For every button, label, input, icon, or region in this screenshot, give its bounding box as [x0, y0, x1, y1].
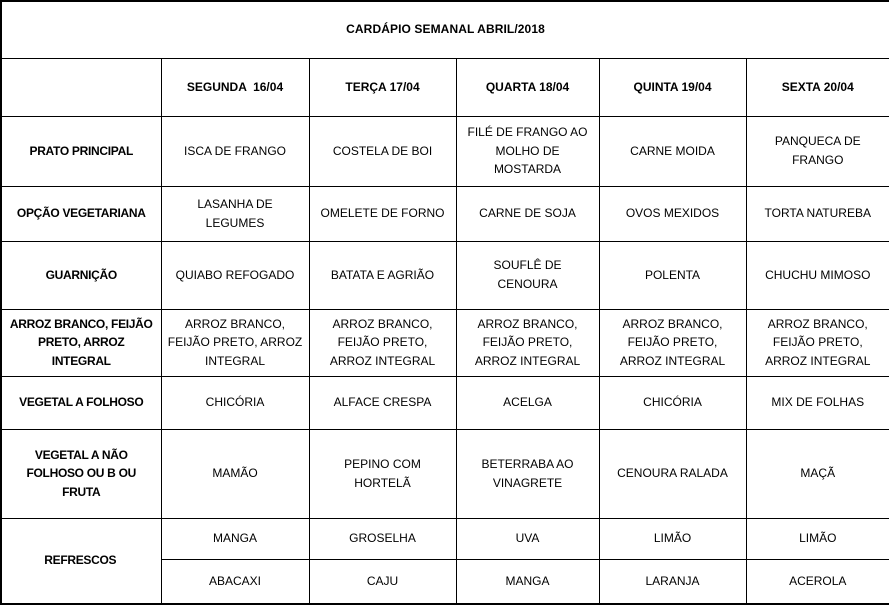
- menu-cell: ACELGA: [456, 376, 599, 429]
- header-row: [1, 58, 889, 116]
- row-label-opcao-vegetariana: OPÇÃO VEGETARIANA: [1, 186, 161, 241]
- menu-cell: ALFACE CRESPA: [309, 376, 456, 429]
- menu-cell: ARROZ BRANCO, FEIJÃO PRETO, ARROZ INTEGRAL: [746, 309, 889, 376]
- menu-cell: ACEROLA: [746, 559, 889, 604]
- menu-cell: LARANJA: [599, 559, 746, 604]
- menu-cell: FILÉ DE FRANGO AO MOLHO DE MOSTARDA: [456, 116, 599, 186]
- menu-cell: CHUCHU MIMOSO: [746, 241, 889, 309]
- row-label-arroz-feijao: ARROZ BRANCO, FEIJÃO PRETO, ARROZ INTEGRAL: [1, 309, 161, 376]
- menu-cell: CENOURA RALADA: [599, 429, 746, 518]
- menu-cell: SOUFLÊ DE CENOURA: [456, 241, 599, 309]
- menu-cell: PEPINO COM HORTELÃ: [309, 429, 456, 518]
- table-row: [1, 376, 889, 429]
- col-header-quinta: QUINTA 19/04: [599, 58, 746, 116]
- col-header-quarta: QUARTA 18/04: [456, 58, 599, 116]
- row-label-guarnicao: GUARNIÇÃO: [1, 241, 161, 309]
- menu-cell: MANGA: [161, 518, 309, 559]
- col-header-segunda: SEGUNDA 16/04: [161, 58, 309, 116]
- menu-cell: UVA: [456, 518, 599, 559]
- menu-cell: OVOS MEXIDOS: [599, 186, 746, 241]
- row-label-prato-principal: PRATO PRINCIPAL: [1, 116, 161, 186]
- table-row: [1, 241, 889, 309]
- row-label-vegetal-nao-folhoso: VEGETAL A NÃO FOLHOSO OU B OU FRUTA: [1, 429, 161, 518]
- menu-cell: MANGA: [456, 559, 599, 604]
- corner-cell: [1, 58, 161, 116]
- menu-cell: LIMÃO: [599, 518, 746, 559]
- menu-cell: CHICÓRIA: [161, 376, 309, 429]
- menu-cell: ABACAXI: [161, 559, 309, 604]
- menu-cell: MAMÃO: [161, 429, 309, 518]
- menu-cell: GROSELHA: [309, 518, 456, 559]
- menu-cell: LASANHA DE LEGUMES: [161, 186, 309, 241]
- menu-cell: POLENTA: [599, 241, 746, 309]
- menu-cell: CHICÓRIA: [599, 376, 746, 429]
- menu-cell: ISCA DE FRANGO: [161, 116, 309, 186]
- table-row: [1, 309, 889, 376]
- menu-cell: PANQUECA DE FRANGO: [746, 116, 889, 186]
- table-row: [1, 518, 889, 559]
- menu-cell: CARNE DE SOJA: [456, 186, 599, 241]
- row-label-vegetal-folhoso: VEGETAL A FOLHOSO: [1, 376, 161, 429]
- table-row: [1, 116, 889, 186]
- row-label-refrescos: REFRESCOS: [1, 518, 161, 604]
- menu-cell: ARROZ BRANCO, FEIJÃO PRETO, ARROZ INTEGRAL: [456, 309, 599, 376]
- table-row: [1, 186, 889, 241]
- menu-title: CARDÁPIO SEMANAL ABRIL/2018: [1, 1, 889, 58]
- col-header-sexta: SEXTA 20/04: [746, 58, 889, 116]
- table-row: [1, 429, 889, 518]
- menu-cell: BETERRABA AO VINAGRETE: [456, 429, 599, 518]
- menu-cell: ARROZ BRANCO, FEIJÃO PRETO, ARROZ INTEGRAL: [161, 309, 309, 376]
- menu-cell: TORTA NATUREBA: [746, 186, 889, 241]
- menu-cell: CARNE MOIDA: [599, 116, 746, 186]
- menu-cell: CAJU: [309, 559, 456, 604]
- menu-cell: BATATA E AGRIÃO: [309, 241, 456, 309]
- menu-cell: QUIABO REFOGADO: [161, 241, 309, 309]
- title-row: [1, 1, 889, 58]
- menu-cell: ARROZ BRANCO, FEIJÃO PRETO, ARROZ INTEGRAL: [309, 309, 456, 376]
- menu-cell: LIMÃO: [746, 518, 889, 559]
- menu-cell: ARROZ BRANCO, FEIJÃO PRETO, ARROZ INTEGRAL: [599, 309, 746, 376]
- menu-cell: OMELETE DE FORNO: [309, 186, 456, 241]
- col-header-terca: TERÇA 17/04: [309, 58, 456, 116]
- menu-cell: MIX DE FOLHAS: [746, 376, 889, 429]
- menu-cell: MAÇÃ: [746, 429, 889, 518]
- menu-cell: COSTELA DE BOI: [309, 116, 456, 186]
